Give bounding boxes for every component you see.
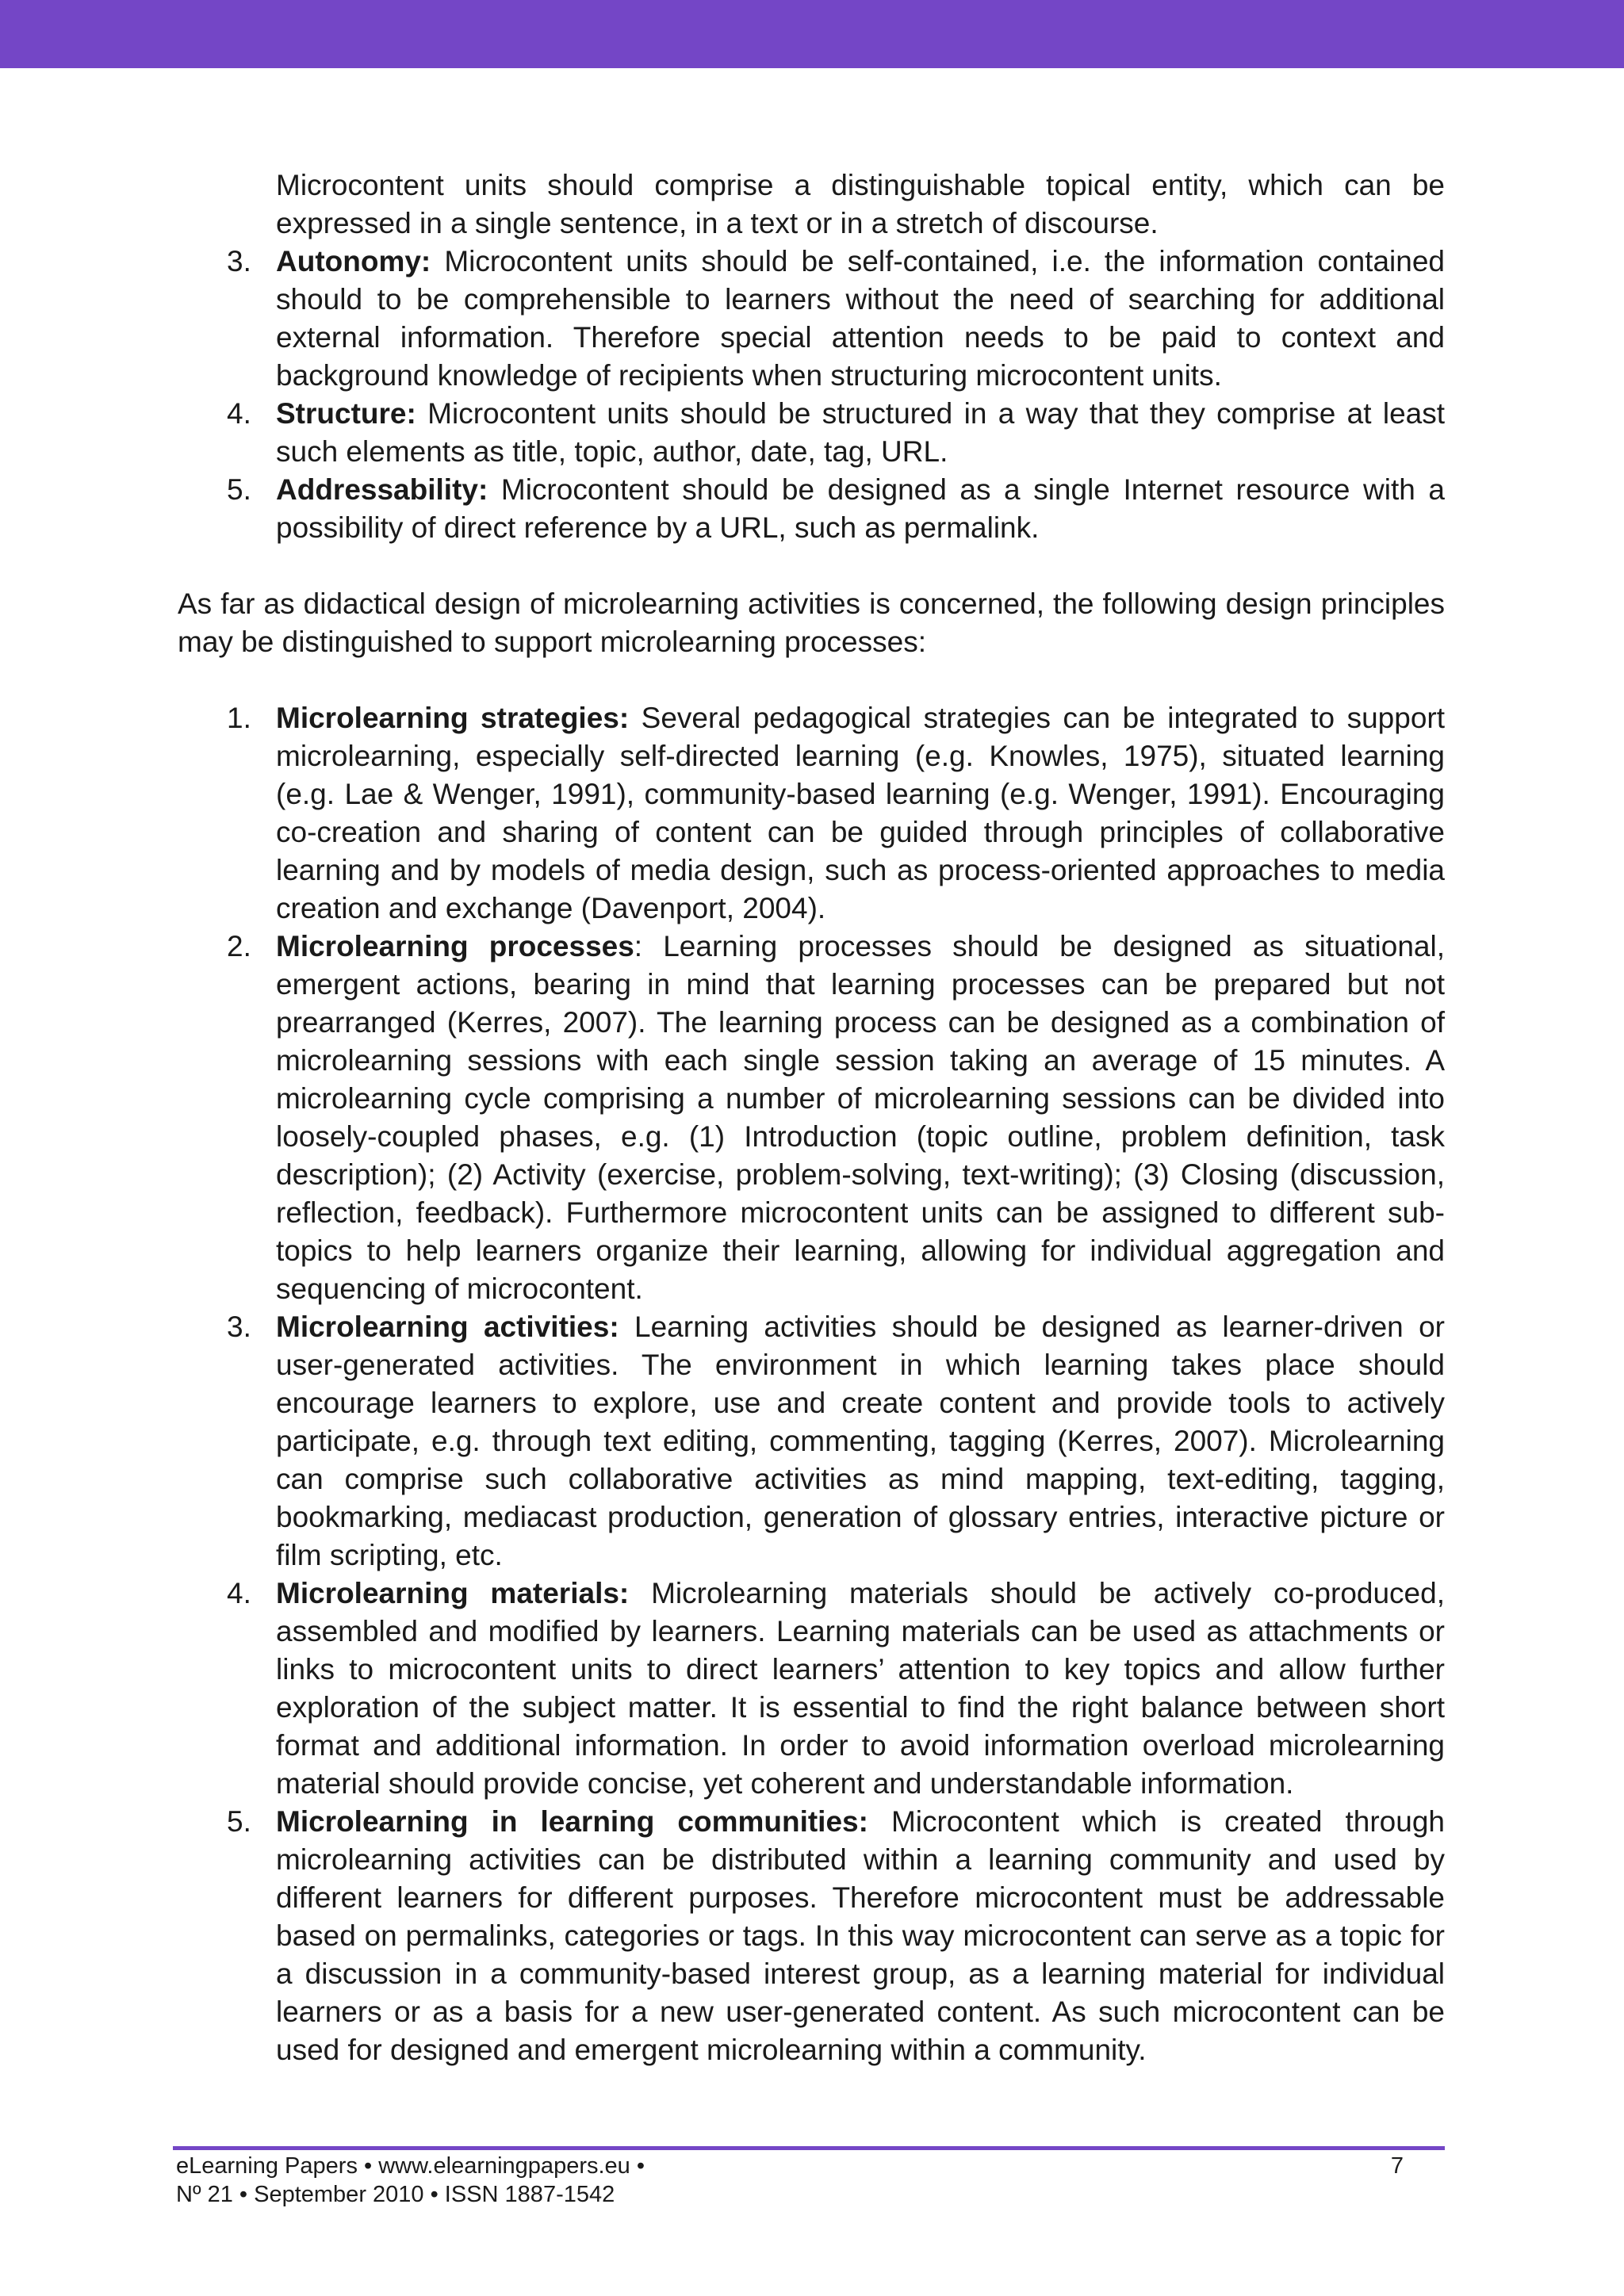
item-text: Several pedagogical strategies can be integrated to support microlearning, especially self-directed learning (e.g. Knowles, 1975), situated learning (e.g. Lae & Wenger, 1991), community-based learning (e.g. Wenger, 1991). Encouraging co-creation and sharing of content can be guided through principles of collaborative learning and by models of media design, such as process-oriented approaches to media creation and exchange (Davenport, 2004). <box>276 702 1446 924</box>
page-number: 7 <box>1390 2153 1404 2179</box>
item-text: Learning activities should be designed as learner-driven or user-generated activities. The environment in which learning takes place should encourage learners to explore, use and create content and provide tools to actively participate, e.g. through text editing, commenting, tagging (Kerres, 2007). Microlearning can comprise such collaborative activities as mind mapping, text-editing, tagging, bookmarking, mediacast production, generation of glossary entries, interactive picture or film scripting, etc. <box>276 1311 1445 1571</box>
list-number: 5. <box>227 1805 251 1838</box>
list-item <box>178 243 1445 395</box>
footer <box>176 2152 645 2209</box>
item-term: Microlearning strategies: <box>276 702 630 734</box>
list-item <box>178 1575 1445 1803</box>
list-number: 2. <box>227 930 251 962</box>
list-item <box>178 471 1445 547</box>
item-text: Microcontent which is created through microlearning activities can be distributed within a learning community and used by different learners for different purposes. Therefore microcontent must be addressable based on permalinks, categories or tags. In this way microcontent can serve as a topic for a discussion in a community-based interest group, as a learning material for individual learners or as a basis for a new user-generated content. As such microcontent can be used for designed and emergent microlearning within a community. <box>276 1805 1445 2066</box>
list-item <box>178 1308 1445 1575</box>
page-body <box>178 166 1445 2069</box>
list-number: 5. <box>227 473 251 506</box>
intro-paragraph: As far as didactical design of microlearning activities is concerned, the following design principles may be distinguished to support microlearning processes: <box>178 587 1445 658</box>
item-term: Microlearning activities: <box>276 1311 619 1343</box>
footer-divider <box>173 2146 1445 2150</box>
item-term: Addressability: <box>276 473 488 506</box>
list-item <box>178 699 1445 928</box>
item-text: : Learning processes should be designed as situational, emergent actions, bearing in mind that learning processes can be prepared but not prearranged (Kerres, 2007). The learning process can be designed as a combination of microlearning sessions with each single session taking an average of 15 minutes. A microlearning cycle comprising a number of microlearning sessions can be divided into loosely-coupled phases, e.g. (1) Introduction (topic outline, problem definition, task description); (2) Activity (exercise, problem-solving, text-writing); (3) Closing (discussion, reflection, feedback). Furthermore microcontent units can be assigned to different sub-topics to help learners organize their learning, allowing for individual aggregation and sequencing of microcontent. <box>276 930 1445 1305</box>
item-term: Autonomy: <box>276 245 431 277</box>
list-item <box>178 1803 1445 2069</box>
list-number: 3. <box>227 245 251 277</box>
footer-line-1: eLearning Papers • www.elearningpapers.eu • <box>176 2153 645 2179</box>
list-item <box>178 395 1445 471</box>
item-text: Microlearning materials should be actively co-produced, assembled and modified by learners. Learning materials can be used as attachments or links to microcontent units to direct learners’ attention to key topics and allow further exploration of the subject matter. It is essential to find the right balance between short format and additional information. In order to avoid information overload microlearning material should provide concise, yet coherent and understandable information. <box>276 1577 1445 1800</box>
list-number: 3. <box>227 1311 251 1343</box>
footer-line-2: Nº 21 • September 2010 • ISSN 1887-1542 <box>176 2182 615 2207</box>
item-term: Microlearning processes <box>276 930 634 962</box>
list-number: 4. <box>227 397 251 430</box>
continuation-text: Microcontent units should comprise a distinguishable topical entity, which can be expressed in a single sentence, in a text or in a stretch of discourse. <box>276 169 1445 239</box>
list-number: 1. <box>227 702 251 734</box>
item-term: Microlearning materials: <box>276 1577 630 1609</box>
item-text: Microcontent units should be self-contained, i.e. the information contained should to be comprehensible to learners without the need of searching for additional external information. Therefore special attention needs to be paid to context and background knowledge of recipients when structuring microcontent units. <box>276 245 1445 392</box>
criteria-list <box>178 243 1445 547</box>
item-text: Microcontent units should be structured in a way that they comprise at least such elements as title, topic, author, date, tag, URL. <box>276 397 1445 468</box>
list-number: 4. <box>227 1577 251 1609</box>
principles-list <box>178 699 1445 2069</box>
header-bar <box>0 0 1624 68</box>
item-term: Microlearning in learning communities: <box>276 1805 868 1838</box>
item-term: Structure: <box>276 397 416 430</box>
item-text: Microcontent should be designed as a single Internet resource with a possibility of direct reference by a URL, such as permalink. <box>276 473 1445 544</box>
list-item <box>178 928 1445 1308</box>
